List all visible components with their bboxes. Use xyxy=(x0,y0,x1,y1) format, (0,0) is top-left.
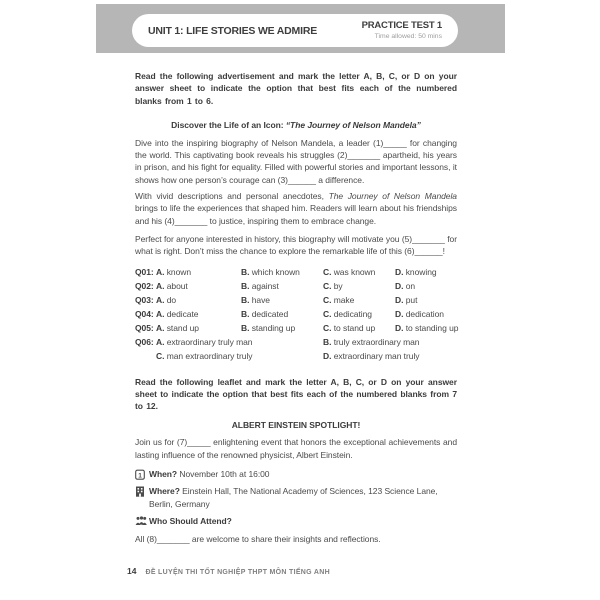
where-text xyxy=(149,485,457,510)
question-option: C. to stand up xyxy=(323,322,376,333)
question-label: Q03: xyxy=(135,294,154,305)
paragraph-2 xyxy=(135,190,457,227)
paragraph-3: Perfect for anyone interested in history, this biography will motivate you (5)_______ for what is right. Don’t miss the chance to explore the remarkable life of this (6)______! xyxy=(135,233,457,257)
question-option: D. on xyxy=(395,280,416,291)
page-content xyxy=(135,70,457,546)
section2-instruction: Read the following leaflet and mark the letter A, B, C, or D on your answer sheet to indicate the option that best fits each of the numbered blanks from 7 to 12. xyxy=(135,376,457,412)
heading-plain: Discover the Life of an Icon: xyxy=(171,119,286,130)
who-detail: All (8)_______ are welcome to share their insights and reflections. xyxy=(135,534,381,545)
practice-test-title: PRACTICE TEST 1 xyxy=(361,19,442,31)
who-line xyxy=(135,515,457,527)
question-label: Q04: xyxy=(135,308,154,319)
heading-book-title: “The Journey of Nelson Mandela” xyxy=(285,119,421,130)
question-label: Q06: xyxy=(135,336,154,347)
question-option: D. knowing xyxy=(395,266,437,277)
test-block xyxy=(362,21,442,41)
page-number: 14 xyxy=(127,566,137,576)
question-option: A. dedicate xyxy=(156,308,199,319)
section1-heading xyxy=(135,119,457,131)
calendar-icon xyxy=(135,468,149,480)
building-icon xyxy=(135,485,149,510)
where-label: Where? xyxy=(149,486,180,497)
svg-text:1: 1 xyxy=(138,472,142,480)
question-option: B. which known xyxy=(241,266,300,277)
header-pill xyxy=(132,14,458,47)
page-footer xyxy=(127,566,330,576)
people-icon xyxy=(135,515,149,527)
when-text xyxy=(149,468,457,480)
question-option: C. was known xyxy=(323,266,376,277)
questions-list xyxy=(135,265,457,363)
paragraph-1: Dive into the inspiring biography of Nelson Mandela, a leader (1)_____ for changing the world. This captivating book reveals his struggles (2)_______ apartheid, his years in prison, and his fight for equality. Filled with powerful stories and important lessons, it shows how one person’s courage can (3)______ a difference. xyxy=(135,137,457,185)
question-option: A. known xyxy=(156,266,192,277)
where-value: Einstein Hall, The National Academy of Sciences, 123 Science Lane, Berlin, Germany xyxy=(149,486,438,509)
header-band xyxy=(96,4,505,53)
question-label: Q01: xyxy=(135,266,154,277)
question-option: C. man extraordinary truly xyxy=(156,350,253,361)
unit-title: UNIT 1: LIFE STORIES WE ADMIRE xyxy=(148,24,318,37)
question-option: B. dedicated xyxy=(241,308,289,319)
time-allowed: Time allowed: 50 mins xyxy=(374,32,442,40)
question-option: C. dedicating xyxy=(323,308,372,319)
section2-heading: ALBERT EINSTEIN SPOTLIGHT! xyxy=(231,420,361,431)
event-info xyxy=(135,468,457,545)
book-title: ĐỀ LUYỆN THI TỐT NGHIỆP THPT MÔN TIẾNG ANH xyxy=(145,569,330,576)
question-row xyxy=(135,349,457,363)
when-value: November 10th at 16:00 xyxy=(177,469,270,480)
section2-intro: Join us for (7)_____ enlightening event that honors the exceptional achievements and lasting influence of the renowned physicist, Albert Einstein. xyxy=(135,437,457,460)
question-label: Q02: xyxy=(135,280,154,291)
question-option: A. stand up xyxy=(156,322,199,333)
question-option: A. about xyxy=(156,280,188,291)
question-option: D. put xyxy=(395,294,418,305)
who-label: Who Should Attend? xyxy=(149,515,232,526)
question-option: D. to standing up xyxy=(395,322,459,333)
question-option: B. have xyxy=(241,294,270,305)
paragraph-2-book-title: The Journey of Nelson Mandela xyxy=(328,191,457,202)
who-text xyxy=(149,515,457,527)
question-option: D. dedication xyxy=(395,308,444,319)
question-row xyxy=(135,279,457,293)
question-option: B. standing up xyxy=(241,322,296,333)
question-row xyxy=(135,321,457,335)
question-option: B. truly extraordinary man xyxy=(323,336,420,347)
section1-instruction: Read the following advertisement and mark the letter A, B, C, or D on your answer sheet to indicate the option that best fits each of the numbered blanks from 1 to 6. xyxy=(135,71,457,106)
paragraph-2-post: brings to life the experiences that shaped him. Readers will learn about his friendships and his (4)_______ to justice, inspiring them to embrace change. xyxy=(135,203,457,226)
question-label: Q05: xyxy=(135,322,154,333)
question-row xyxy=(135,307,457,321)
where-line xyxy=(135,485,457,510)
question-row xyxy=(135,265,457,279)
question-option: C. make xyxy=(323,294,355,305)
paragraph-2-pre: With vivid descriptions and personal anecdotes, xyxy=(135,191,329,202)
question-option: B. against xyxy=(241,280,279,291)
question-option: A. do xyxy=(156,294,177,305)
question-row xyxy=(135,335,457,349)
when-label: When? xyxy=(149,469,178,480)
question-row xyxy=(135,293,457,307)
question-option: A. extraordinary truly man xyxy=(156,336,253,347)
question-option: C. by xyxy=(323,280,343,291)
when-line xyxy=(135,468,457,480)
question-option: D. extraordinary man truly xyxy=(323,350,420,361)
